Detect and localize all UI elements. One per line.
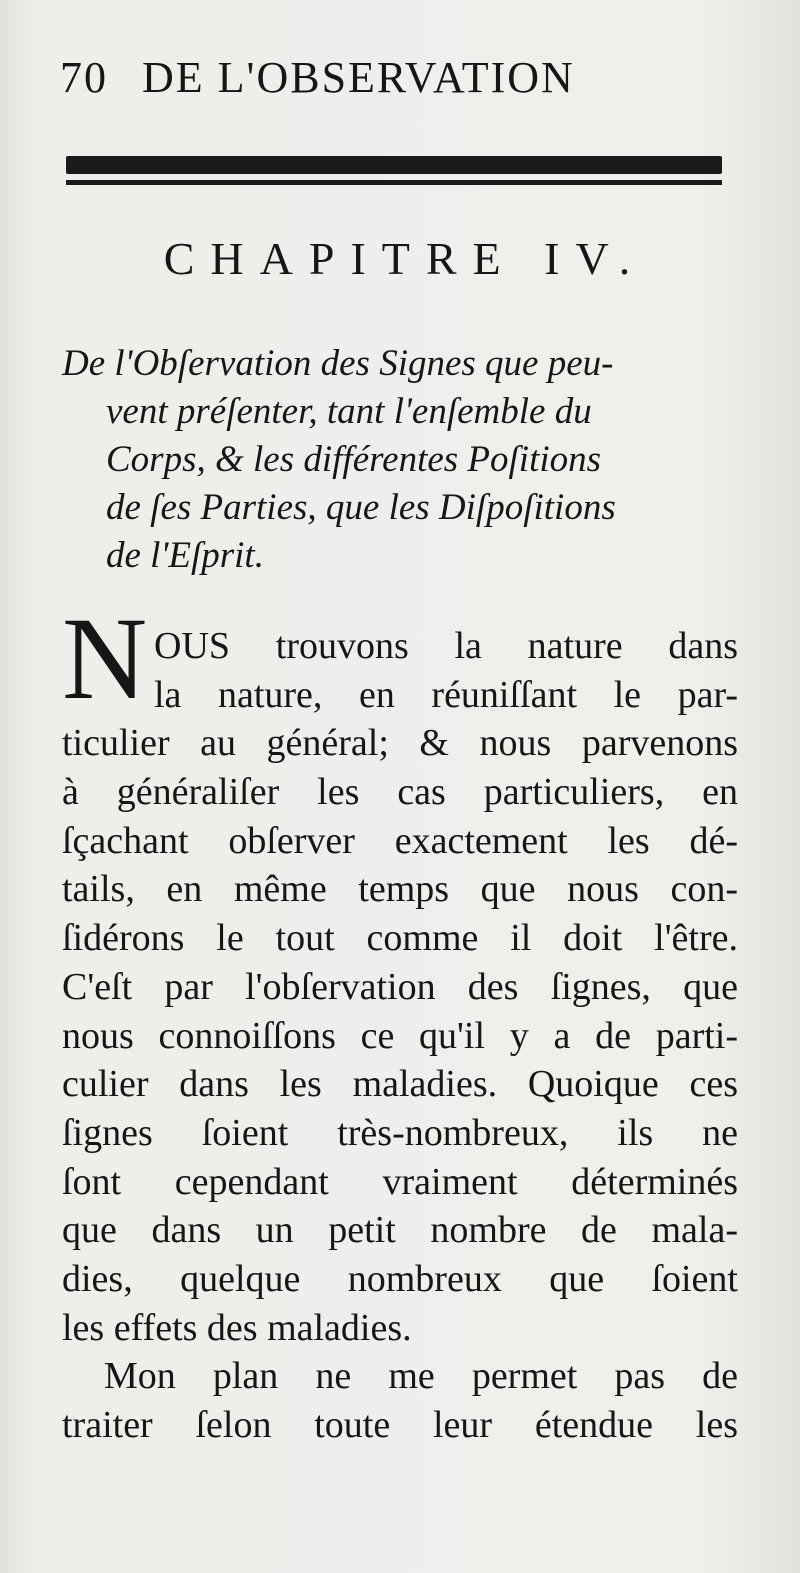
ornamental-rule-thin (66, 180, 722, 185)
body-text (62, 622, 738, 1450)
text-line: ſidérons le tout comme il doit l'être. (62, 917, 738, 960)
text-line: tails, en même temps que nous con- (62, 868, 738, 911)
text-line: traiter ſelon toute leur étendue les (62, 1404, 738, 1446)
text-line: ſont cependant vraiment déterminés (62, 1160, 738, 1203)
text-line: OUS trouvons la nature dans (154, 625, 738, 667)
text-line: dies, quelque nombreux que ſoient (62, 1257, 738, 1300)
text-line: ſçachant obſerver exactement les dé- (62, 819, 738, 862)
text-line: ſignes ſoient très-nombreux, ils ne (62, 1111, 738, 1154)
page-number: 70 (60, 53, 108, 102)
chapter-heading: CHAPITRE IV. (163, 233, 647, 284)
drop-cap: N (62, 593, 148, 724)
text-line: C'eſt par l'obſervation des ſignes, que (62, 965, 738, 1008)
running-head (60, 52, 740, 103)
text-line: ticulier au général; & nous parvenons (62, 722, 738, 765)
text-line: nous connoiſſons ce qu'il y a de parti- (62, 1014, 738, 1057)
chapter-subtitle (62, 340, 742, 580)
text-line: la nature, en réuniſſant le par- (154, 673, 738, 716)
text-line: Mon plan ne me permet pas de (104, 1355, 738, 1398)
subtitle-line: de ſes Parties, que les Diſpoſitions (106, 487, 616, 528)
running-title: DE L'OBSERVATION (142, 53, 575, 102)
text-line: les effets des maladies. (62, 1306, 412, 1349)
subtitle-line: de l'Eſprit. (106, 535, 264, 576)
subtitle-line: De l'Obſervation des Signes que peu- (62, 343, 614, 384)
text-line: culier dans les maladies. Quoique ces (62, 1063, 738, 1106)
ornamental-rule-thick (66, 156, 722, 174)
subtitle-line: Corps, & les différentes Poſitions (106, 439, 602, 480)
text-line: que dans un petit nombre de mala- (62, 1209, 738, 1252)
text-line: à généraliſer les cas particuliers, en (62, 771, 738, 814)
subtitle-line: vent préſenter, tant l'enſemble du (106, 391, 592, 432)
